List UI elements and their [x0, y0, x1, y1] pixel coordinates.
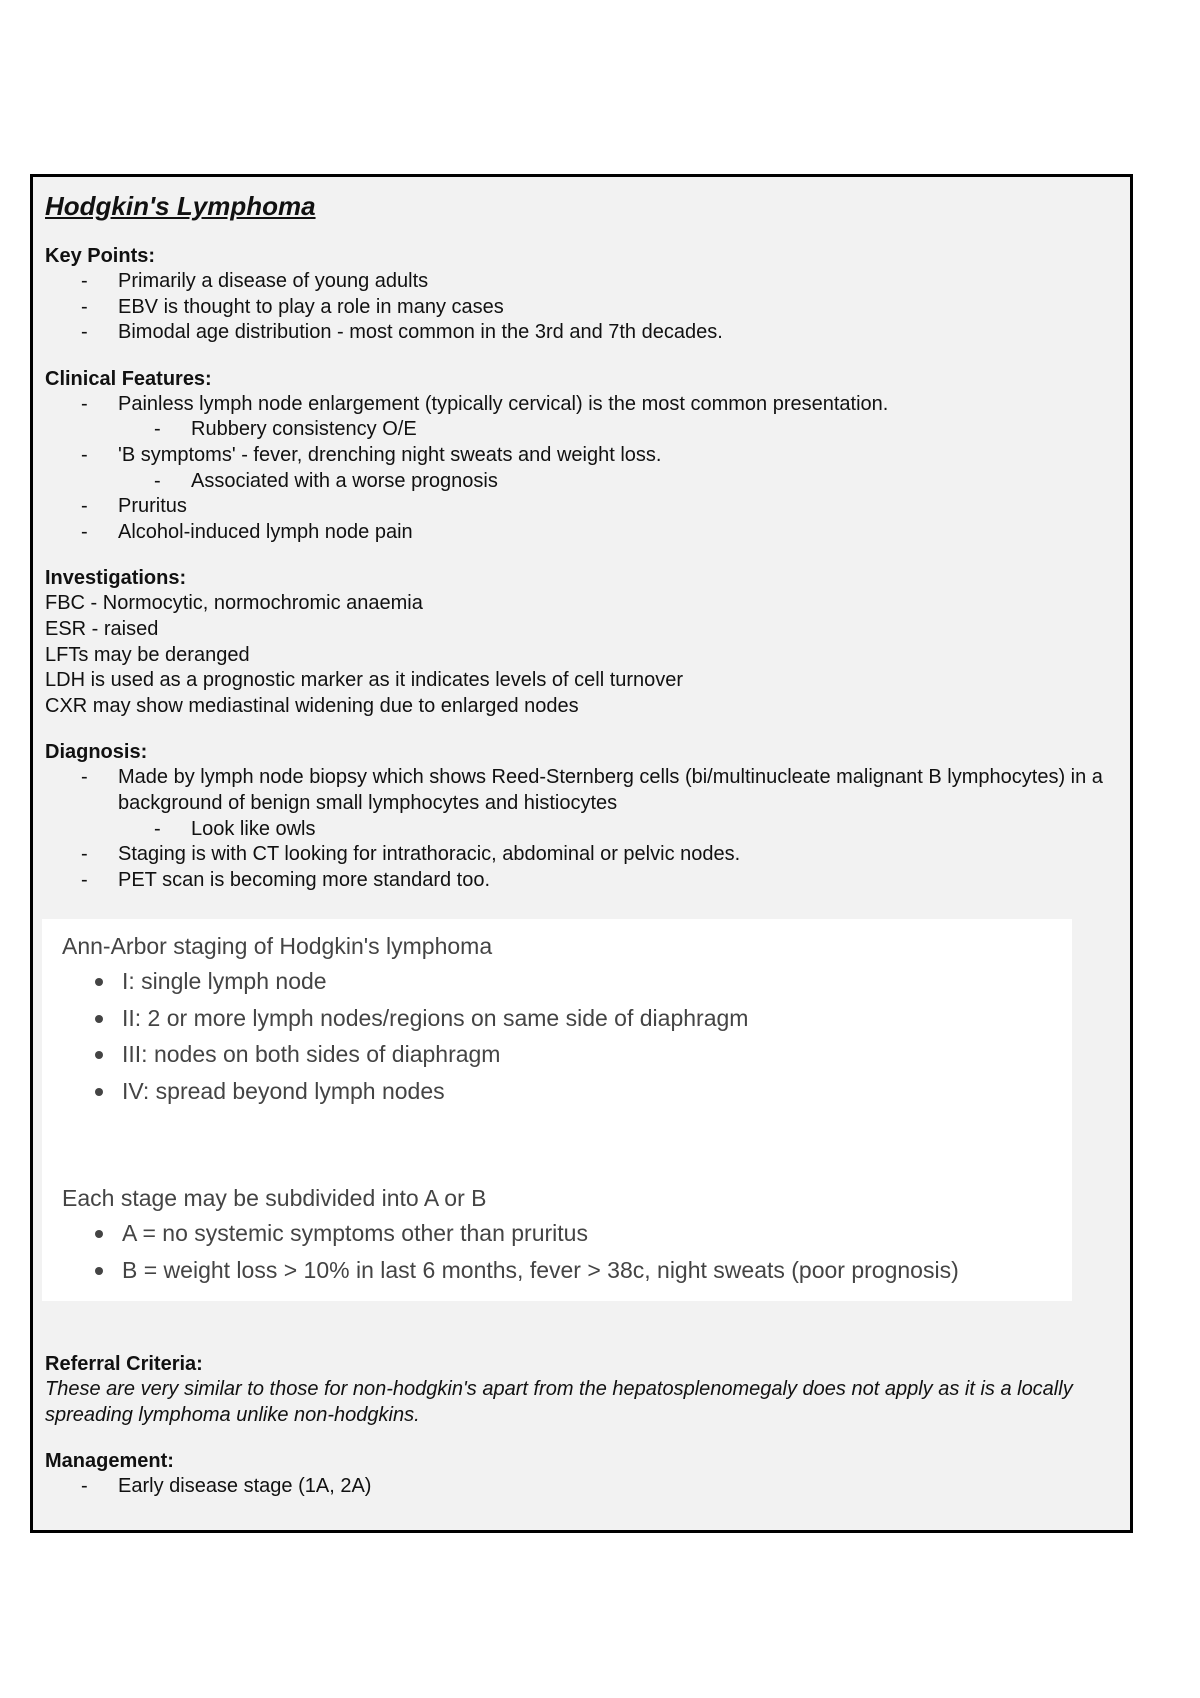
sub-list-item: - Rubbery consistency O/E — [154, 418, 417, 441]
list-item: - Painless lymph node enlargement (typically cervical) is the most common presentation. — [81, 392, 889, 415]
staging-item: II: 2 or more lymph nodes/regions on same side of diaphragm — [62, 1000, 1072, 1037]
investigations-heading: Investigations: — [45, 567, 187, 590]
list-item: - Made by lymph node biopsy which shows Reed-Sternberg cells (bi/multinucleate malignant B lymphocytes) in a background of benign small lymphocytes and histiocytes — [81, 766, 1103, 814]
sub-list-item: - Look like owls — [154, 817, 316, 840]
bullet-icon — [95, 1267, 103, 1275]
diagnosis-section — [45, 739, 1118, 893]
management-heading: Management: — [45, 1450, 174, 1473]
list-item: - Bimodal age distribution - most common in the 3rd and 7th decades. — [81, 321, 723, 344]
staging-image — [42, 919, 1072, 1301]
bullet-icon — [95, 1015, 103, 1023]
clinical-features-section — [45, 366, 1118, 546]
sub-list-item: - Associated with a worse prognosis — [154, 469, 498, 492]
referral-section — [45, 1351, 1118, 1428]
investigation-line: CXR may show mediastinal widening due to enlarged nodes — [45, 694, 579, 717]
staging-sub-item: B = weight loss > 10% in last 6 months, fever > 38c, night sweats (poor prognosis) — [62, 1252, 1072, 1289]
staging-sub-item: A = no systemic symptoms other than pruritus — [62, 1215, 1072, 1252]
staging-item: III: nodes on both sides of diaphragm — [62, 1036, 1072, 1073]
list-item: - 'B symptoms' - fever, drenching night sweats and weight loss. — [81, 443, 662, 466]
diagnosis-heading: Diagnosis: — [45, 741, 148, 764]
staging-subtitle: Each stage may be subdivided into A or B — [62, 1185, 487, 1212]
staging-title: Ann-Arbor staging of Hodgkin's lymphoma — [62, 933, 493, 960]
investigation-line: ESR - raised — [45, 617, 159, 640]
list-item: - Staging is with CT looking for intrathoracic, abdominal or pelvic nodes. — [81, 843, 741, 866]
bullet-icon — [95, 978, 103, 986]
investigations-section — [45, 565, 1118, 719]
list-item: - Pruritus — [81, 495, 187, 518]
bullet-icon — [95, 1051, 103, 1059]
investigation-line: LDH is used as a prognostic marker as it indicates levels of cell turnover — [45, 669, 684, 692]
referral-heading: Referral Criteria: — [45, 1353, 203, 1376]
staging-item: I: single lymph node — [62, 963, 1072, 1000]
bullet-icon — [95, 1230, 103, 1238]
list-item: - Alcohol-induced lymph node pain — [81, 520, 413, 543]
notes-box — [30, 174, 1133, 1533]
key-points-heading: Key Points: — [45, 245, 156, 267]
management-section — [45, 1448, 1118, 1500]
bullet-icon — [95, 1088, 103, 1096]
list-item: - EBV is thought to play a role in many cases — [81, 295, 504, 318]
list-item: - Primarily a disease of young adults — [81, 270, 429, 292]
referral-text: These are very similar to those for non-hodgkin's apart from the hepatosplenomegaly does not apply as it is a locally spreading lymphoma unlike non-hodgkins. — [45, 1378, 1073, 1426]
investigation-line: LFTs may be deranged — [45, 643, 250, 666]
investigation-line: FBC - Normocytic, normochromic anaemia — [45, 592, 423, 615]
list-item: - Early disease stage (1A, 2A) — [81, 1475, 372, 1498]
list-item: - PET scan is becoming more standard too. — [81, 868, 491, 891]
key-points-section — [45, 243, 1118, 346]
clinical-features-heading: Clinical Features: — [45, 367, 212, 390]
staging-item: IV: spread beyond lymph nodes — [62, 1073, 1072, 1110]
document-title: Hodgkin's Lymphoma — [45, 191, 316, 221]
